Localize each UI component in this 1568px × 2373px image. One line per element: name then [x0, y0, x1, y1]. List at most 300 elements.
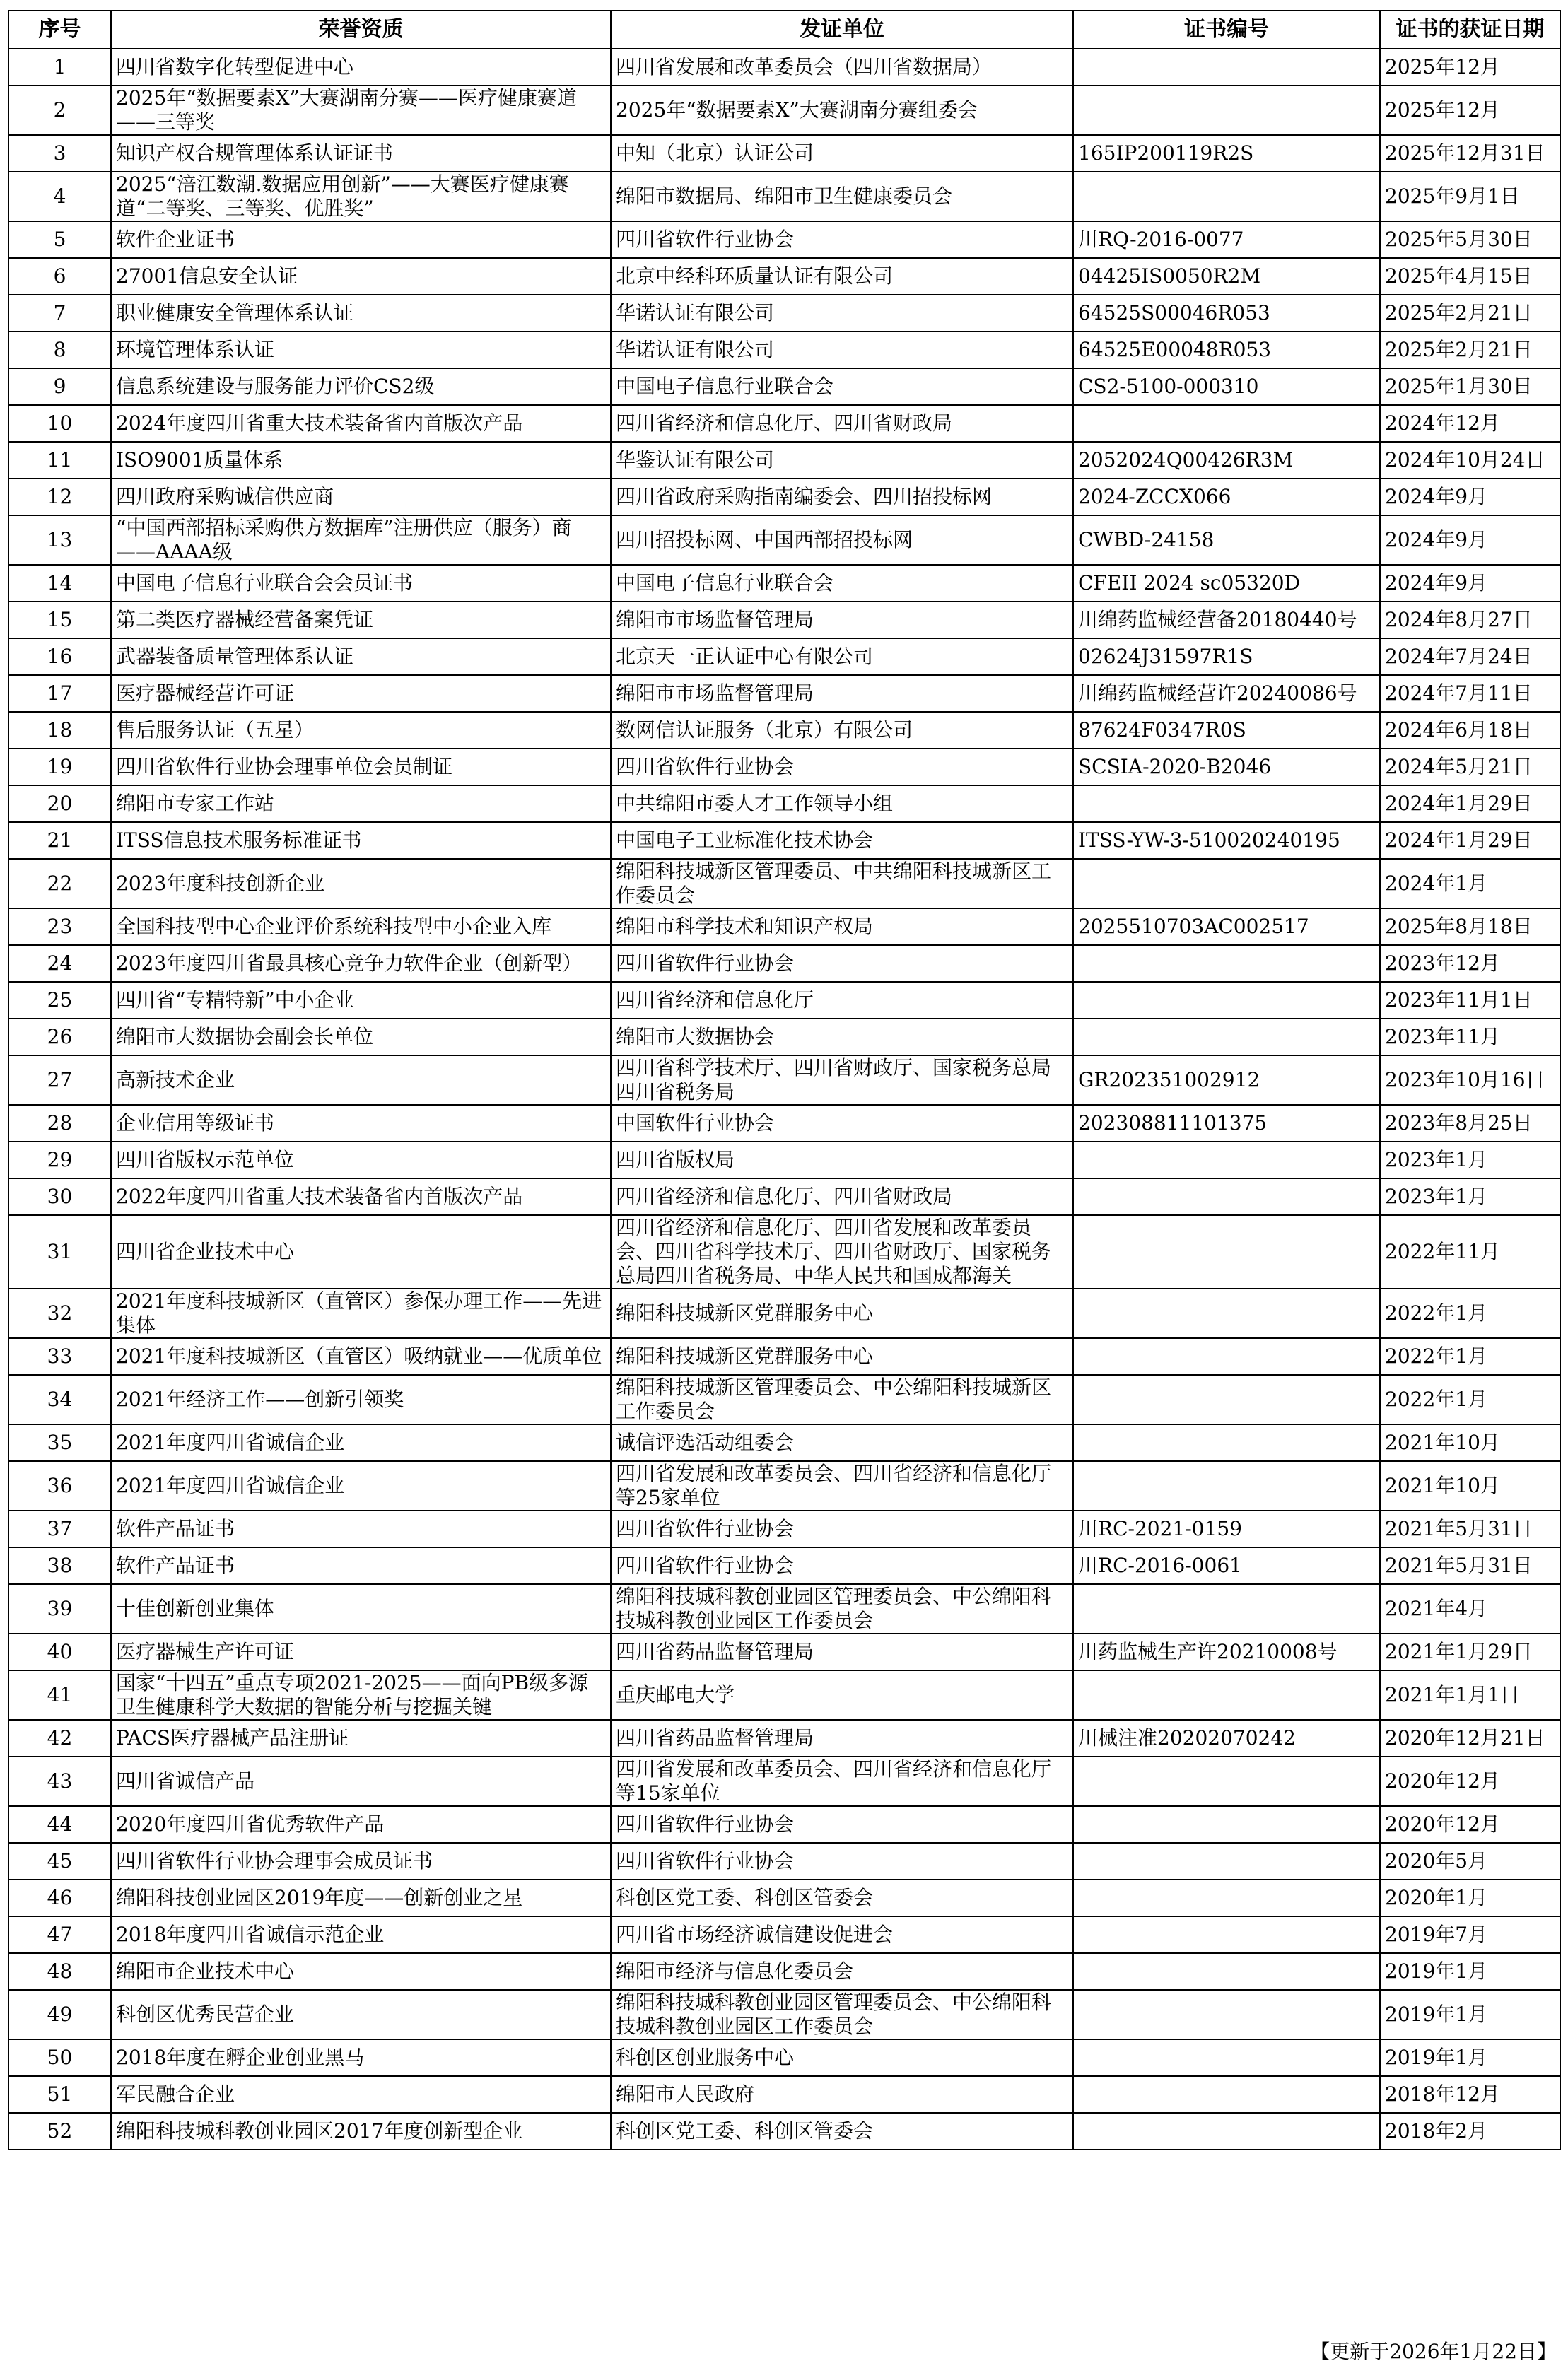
- table-row: [8, 1424, 1560, 1461]
- cell-honor: 2025年“数据要素X”大赛湖南分赛——医疗健康赛道——三等奖: [111, 86, 611, 135]
- table-row: [8, 172, 1560, 221]
- cell-cert-date: 2024年7月24日: [1380, 638, 1560, 675]
- cell-honor: “中国西部招标采购供方数据库”注册供应（服务）商——AAAA级: [111, 515, 611, 565]
- cell-index: 5: [8, 221, 111, 258]
- cell-cert-date: 2018年12月: [1380, 2076, 1560, 2113]
- cell-issuer: 四川省经济和信息化厅、四川省财政局: [611, 1178, 1073, 1215]
- cell-cert-number: [1073, 1584, 1380, 1634]
- cell-index: 42: [8, 1720, 111, 1757]
- cell-index: 44: [8, 1806, 111, 1843]
- cell-honor: 军民融合企业: [111, 2076, 611, 2113]
- cell-issuer: 四川省科学技术厅、四川省财政厅、国家税务总局四川省税务局: [611, 1055, 1073, 1105]
- table-row: [8, 859, 1560, 908]
- cell-issuer: 四川省政府采购指南编委会、四川招投标网: [611, 479, 1073, 515]
- table-row: [8, 785, 1560, 822]
- table-row: [8, 1843, 1560, 1880]
- header-honor: 荣誉资质: [111, 11, 611, 49]
- cell-index: 47: [8, 1916, 111, 1953]
- cell-issuer: 中共绵阳市委人才工作领导小组: [611, 785, 1073, 822]
- table-row: [8, 675, 1560, 712]
- table-row: [8, 2113, 1560, 2150]
- cell-index: 36: [8, 1461, 111, 1511]
- cell-issuer: 四川省软件行业协会: [611, 1806, 1073, 1843]
- cell-cert-date: 2019年1月: [1380, 1953, 1560, 1990]
- cell-cert-number: [1073, 1019, 1380, 1055]
- cell-honor: 四川省数字化转型促进中心: [111, 49, 611, 86]
- cell-cert-date: 2021年1月29日: [1380, 1634, 1560, 1670]
- table-row: [8, 1055, 1560, 1105]
- cell-index: 50: [8, 2039, 111, 2076]
- cell-index: 6: [8, 258, 111, 295]
- table-row: [8, 2076, 1560, 2113]
- cell-issuer: 重庆邮电大学: [611, 1670, 1073, 1720]
- cell-issuer: 科创区党工委、科创区管委会: [611, 1880, 1073, 1916]
- cell-honor: ISO9001质量体系: [111, 442, 611, 479]
- cell-cert-date: 2024年10月24日: [1380, 442, 1560, 479]
- cell-honor: 第二类医疗器械经营备案凭证: [111, 602, 611, 638]
- cell-cert-date: 2023年12月: [1380, 945, 1560, 982]
- cell-index: 32: [8, 1289, 111, 1338]
- cell-cert-date: 2025年8月18日: [1380, 908, 1560, 945]
- cell-cert-number: 64525E00048R053: [1073, 332, 1380, 368]
- table-row: [8, 368, 1560, 405]
- table-row: [8, 86, 1560, 135]
- table-row: [8, 479, 1560, 515]
- table-row: [8, 1990, 1560, 2039]
- cell-issuer: 四川省药品监督管理局: [611, 1720, 1073, 1757]
- cell-honor: 医疗器械生产许可证: [111, 1634, 611, 1670]
- cell-index: 9: [8, 368, 111, 405]
- cell-cert-number: 川绵药监械经营许20240086号: [1073, 675, 1380, 712]
- table-row: [8, 1375, 1560, 1424]
- cell-cert-date: 2025年12月: [1380, 86, 1560, 135]
- table-row: [8, 442, 1560, 479]
- cell-issuer: 2025年“数据要素X”大赛湖南分赛组委会: [611, 86, 1073, 135]
- cell-index: 11: [8, 442, 111, 479]
- table-row: [8, 258, 1560, 295]
- cell-cert-date: 2021年10月: [1380, 1424, 1560, 1461]
- cell-cert-date: 2021年5月31日: [1380, 1547, 1560, 1584]
- cell-issuer: 四川省经济和信息化厅: [611, 982, 1073, 1019]
- cell-index: 48: [8, 1953, 111, 1990]
- table-row: [8, 221, 1560, 258]
- cell-index: 17: [8, 675, 111, 712]
- cell-cert-date: 2024年1月29日: [1380, 785, 1560, 822]
- cell-cert-number: 87624F0347R0S: [1073, 712, 1380, 749]
- cell-issuer: 中国电子工业标准化技术协会: [611, 822, 1073, 859]
- table-row: [8, 332, 1560, 368]
- table-body: [8, 49, 1560, 2150]
- cell-index: 14: [8, 565, 111, 602]
- cell-honor: 2018年度在孵企业创业黑马: [111, 2039, 611, 2076]
- table-row: [8, 1511, 1560, 1547]
- table-row: [8, 515, 1560, 565]
- cell-issuer: 四川省软件行业协会: [611, 1843, 1073, 1880]
- cell-honor: 高新技术企业: [111, 1055, 611, 1105]
- cell-cert-date: 2021年4月: [1380, 1584, 1560, 1634]
- cell-cert-number: GR202351002912: [1073, 1055, 1380, 1105]
- cell-honor: 四川政府采购诚信供应商: [111, 479, 611, 515]
- cell-cert-number: 04425IS0050R2M: [1073, 258, 1380, 295]
- header-cert-number: 证书编号: [1073, 11, 1380, 49]
- cell-index: 33: [8, 1338, 111, 1375]
- cell-index: 34: [8, 1375, 111, 1424]
- cell-cert-number: [1073, 859, 1380, 908]
- cell-honor: 十佳创新创业集体: [111, 1584, 611, 1634]
- cell-cert-date: 2019年7月: [1380, 1916, 1560, 1953]
- cell-issuer: 四川省市场经济诚信建设促进会: [611, 1916, 1073, 1953]
- cell-cert-date: 2020年5月: [1380, 1843, 1560, 1880]
- cell-honor: 信息系统建设与服务能力评价CS2级: [111, 368, 611, 405]
- cell-cert-number: [1073, 1375, 1380, 1424]
- cell-honor: 企业信用等级证书: [111, 1105, 611, 1142]
- table-row: [8, 712, 1560, 749]
- cell-cert-number: [1073, 1843, 1380, 1880]
- cell-issuer: 四川招投标网、中国西部招投标网: [611, 515, 1073, 565]
- table-row: [8, 135, 1560, 172]
- cell-index: 12: [8, 479, 111, 515]
- table-row: [8, 1178, 1560, 1215]
- cell-cert-number: SCSIA-2020-B2046: [1073, 749, 1380, 785]
- cell-cert-date: 2021年10月: [1380, 1461, 1560, 1511]
- cell-cert-number: CFEII 2024 sc05320D: [1073, 565, 1380, 602]
- table-row: [8, 1289, 1560, 1338]
- cell-honor: 绵阳市大数据协会副会长单位: [111, 1019, 611, 1055]
- cell-issuer: 绵阳科技城新区管理委员、中共绵阳科技城新区工作委员会: [611, 859, 1073, 908]
- table-header-row: [8, 11, 1560, 49]
- cell-index: 22: [8, 859, 111, 908]
- cell-cert-date: 2024年7月11日: [1380, 675, 1560, 712]
- cell-issuer: 中国电子信息行业联合会: [611, 565, 1073, 602]
- cell-cert-number: 2025510703AC002517: [1073, 908, 1380, 945]
- cell-honor: ITSS信息技术服务标准证书: [111, 822, 611, 859]
- cell-cert-date: 2023年1月: [1380, 1178, 1560, 1215]
- cell-cert-number: [1073, 1916, 1380, 1953]
- cell-cert-number: [1073, 785, 1380, 822]
- cell-index: 7: [8, 295, 111, 332]
- cell-cert-number: CS2-5100-000310: [1073, 368, 1380, 405]
- cell-honor: 四川省“专精特新”中小企业: [111, 982, 611, 1019]
- cell-honor: 2023年度科技创新企业: [111, 859, 611, 908]
- cell-cert-number: [1073, 945, 1380, 982]
- cell-index: 43: [8, 1757, 111, 1806]
- cell-cert-date: 2022年1月: [1380, 1375, 1560, 1424]
- cell-issuer: 华诺认证有限公司: [611, 332, 1073, 368]
- cell-index: 49: [8, 1990, 111, 2039]
- cell-cert-date: 2025年2月21日: [1380, 332, 1560, 368]
- table-row: [8, 638, 1560, 675]
- cell-honor: 医疗器械经营许可证: [111, 675, 611, 712]
- cell-cert-number: 02624J31597R1S: [1073, 638, 1380, 675]
- cell-index: 29: [8, 1142, 111, 1178]
- cell-cert-number: [1073, 1806, 1380, 1843]
- cell-cert-date: 2024年1月29日: [1380, 822, 1560, 859]
- cell-cert-number: 2052024Q00426R3M: [1073, 442, 1380, 479]
- table-row: [8, 1953, 1560, 1990]
- cell-honor: 国家“十四五”重点专项2021-2025——面向PB级多源卫生健康科学大数据的智能分析与挖掘关键: [111, 1670, 611, 1720]
- cell-cert-number: [1073, 1670, 1380, 1720]
- honors-table: [8, 10, 1561, 2150]
- cell-index: 45: [8, 1843, 111, 1880]
- table-row: [8, 1142, 1560, 1178]
- cell-cert-number: [1073, 2039, 1380, 2076]
- cell-cert-date: 2022年1月: [1380, 1289, 1560, 1338]
- cell-issuer: 绵阳科技城科教创业园区管理委员会、中公绵阳科技城科教创业园区工作委员会: [611, 1990, 1073, 2039]
- cell-cert-date: 2025年2月21日: [1380, 295, 1560, 332]
- header-index: 序号: [8, 11, 111, 49]
- cell-cert-date: 2020年12月: [1380, 1757, 1560, 1806]
- cell-honor: 武器装备质量管理体系认证: [111, 638, 611, 675]
- cell-index: 10: [8, 405, 111, 442]
- cell-issuer: 四川省软件行业协会: [611, 749, 1073, 785]
- cell-honor: 四川省企业技术中心: [111, 1215, 611, 1289]
- cell-issuer: 中国电子信息行业联合会: [611, 368, 1073, 405]
- cell-honor: 2021年度科技城新区（直管区）吸纳就业——优质单位: [111, 1338, 611, 1375]
- cell-cert-date: 2024年9月: [1380, 479, 1560, 515]
- cell-cert-date: 2022年1月: [1380, 1338, 1560, 1375]
- cell-cert-date: 2024年1月: [1380, 859, 1560, 908]
- cell-index: 27: [8, 1055, 111, 1105]
- cell-cert-number: [1073, 1953, 1380, 1990]
- cell-issuer: 四川省药品监督管理局: [611, 1634, 1073, 1670]
- cell-index: 13: [8, 515, 111, 565]
- table-row: [8, 1634, 1560, 1670]
- cell-issuer: 科创区党工委、科创区管委会: [611, 2113, 1073, 2150]
- cell-cert-date: 2023年1月: [1380, 1142, 1560, 1178]
- cell-cert-number: [1073, 2076, 1380, 2113]
- cell-issuer: 四川省软件行业协会: [611, 945, 1073, 982]
- cell-issuer: 四川省发展和改革委员会、四川省经济和信息化厅等25家单位: [611, 1461, 1073, 1511]
- table-row: [8, 1019, 1560, 1055]
- table-row: [8, 1461, 1560, 1511]
- cell-cert-date: 2024年8月27日: [1380, 602, 1560, 638]
- table-row: [8, 49, 1560, 86]
- cell-index: 26: [8, 1019, 111, 1055]
- cell-index: 46: [8, 1880, 111, 1916]
- cell-honor: 2023年度四川省最具核心竞争力软件企业（创新型）: [111, 945, 611, 982]
- cell-honor: 软件产品证书: [111, 1547, 611, 1584]
- cell-issuer: 科创区创业服务中心: [611, 2039, 1073, 2076]
- cell-cert-date: 2025年9月1日: [1380, 172, 1560, 221]
- cell-index: 24: [8, 945, 111, 982]
- cell-cert-date: 2025年1月30日: [1380, 368, 1560, 405]
- cell-issuer: 四川省经济和信息化厅、四川省财政局: [611, 405, 1073, 442]
- cell-issuer: 绵阳市人民政府: [611, 2076, 1073, 2113]
- cell-index: 40: [8, 1634, 111, 1670]
- table-row: [8, 1338, 1560, 1375]
- cell-cert-date: 2025年12月: [1380, 49, 1560, 86]
- table-row: [8, 1757, 1560, 1806]
- cell-cert-date: 2020年12月21日: [1380, 1720, 1560, 1757]
- cell-cert-number: 川绵药监械经营备20180440号: [1073, 602, 1380, 638]
- table-row: [8, 1547, 1560, 1584]
- cell-issuer: 华鉴认证有限公司: [611, 442, 1073, 479]
- cell-honor: 绵阳市专家工作站: [111, 785, 611, 822]
- table-row: [8, 1880, 1560, 1916]
- cell-issuer: 绵阳市市场监督管理局: [611, 675, 1073, 712]
- cell-index: 38: [8, 1547, 111, 1584]
- cell-honor: PACS医疗器械产品注册证: [111, 1720, 611, 1757]
- cell-cert-number: [1073, 2113, 1380, 2150]
- cell-cert-number: [1073, 982, 1380, 1019]
- cell-honor: 中国电子信息行业联合会会员证书: [111, 565, 611, 602]
- cell-index: 19: [8, 749, 111, 785]
- cell-index: 25: [8, 982, 111, 1019]
- cell-issuer: 数网信认证服务（北京）有限公司: [611, 712, 1073, 749]
- cell-issuer: 绵阳科技城新区党群服务中心: [611, 1338, 1073, 1375]
- cell-cert-number: 2024-ZCCX066: [1073, 479, 1380, 515]
- cell-honor: 2022年度四川省重大技术装备省内首版次产品: [111, 1178, 611, 1215]
- cell-honor: 四川省软件行业协会理事单位会员制证: [111, 749, 611, 785]
- cell-cert-date: 2018年2月: [1380, 2113, 1560, 2150]
- cell-cert-number: [1073, 1880, 1380, 1916]
- cell-cert-date: 2024年12月: [1380, 405, 1560, 442]
- cell-index: 37: [8, 1511, 111, 1547]
- cell-honor: 2021年度四川省诚信企业: [111, 1424, 611, 1461]
- table-row: [8, 1916, 1560, 1953]
- cell-cert-date: 2025年12月31日: [1380, 135, 1560, 172]
- cell-honor: 绵阳科技城科教创业园区2017年度创新型企业: [111, 2113, 611, 2150]
- cell-index: 30: [8, 1178, 111, 1215]
- cell-cert-date: 2019年1月: [1380, 1990, 1560, 2039]
- cell-issuer: 绵阳市市场监督管理局: [611, 602, 1073, 638]
- cell-issuer: 四川省发展和改革委员会、四川省经济和信息化厅等15家单位: [611, 1757, 1073, 1806]
- cell-issuer: 诚信评选活动组委会: [611, 1424, 1073, 1461]
- header-issuer: 发证单位: [611, 11, 1073, 49]
- cell-index: 39: [8, 1584, 111, 1634]
- cell-cert-number: [1073, 1289, 1380, 1338]
- cell-index: 2: [8, 86, 111, 135]
- cell-honor: 职业健康安全管理体系认证: [111, 295, 611, 332]
- cell-cert-date: 2023年11月1日: [1380, 982, 1560, 1019]
- table-row: [8, 982, 1560, 1019]
- cell-index: 3: [8, 135, 111, 172]
- cell-cert-date: 2019年1月: [1380, 2039, 1560, 2076]
- cell-issuer: 绵阳市大数据协会: [611, 1019, 1073, 1055]
- cell-index: 31: [8, 1215, 111, 1289]
- cell-honor: 四川省软件行业协会理事会成员证书: [111, 1843, 611, 1880]
- table-row: [8, 405, 1560, 442]
- cell-index: 1: [8, 49, 111, 86]
- cell-cert-date: 2023年8月25日: [1380, 1105, 1560, 1142]
- table-row: [8, 2039, 1560, 2076]
- cell-cert-number: 川RQ-2016-0077: [1073, 221, 1380, 258]
- cell-cert-number: 川药监械生产许20210008号: [1073, 1634, 1380, 1670]
- cell-issuer: 绵阳科技城新区管理委员会、中公绵阳科技城新区工作委员会: [611, 1375, 1073, 1424]
- cell-honor: 环境管理体系认证: [111, 332, 611, 368]
- cell-honor: 全国科技型中心企业评价系统科技型中小企业入库: [111, 908, 611, 945]
- cell-index: 23: [8, 908, 111, 945]
- cell-honor: 27001信息安全认证: [111, 258, 611, 295]
- cell-honor: 绵阳市企业技术中心: [111, 1953, 611, 1990]
- cell-honor: 知识产权合规管理体系认证证书: [111, 135, 611, 172]
- cell-index: 20: [8, 785, 111, 822]
- cell-cert-date: 2021年1月1日: [1380, 1670, 1560, 1720]
- table-row: [8, 822, 1560, 859]
- table-row: [8, 908, 1560, 945]
- cell-cert-number: 川RC-2021-0159: [1073, 1511, 1380, 1547]
- cell-honor: 2021年经济工作——创新引领奖: [111, 1375, 611, 1424]
- cell-cert-date: 2023年10月16日: [1380, 1055, 1560, 1105]
- cell-cert-number: [1073, 1142, 1380, 1178]
- cell-honor: 2018年度四川省诚信示范企业: [111, 1916, 611, 1953]
- cell-index: 18: [8, 712, 111, 749]
- cell-cert-date: 2022年11月: [1380, 1215, 1560, 1289]
- cell-cert-number: 川RC-2016-0061: [1073, 1547, 1380, 1584]
- table-row: [8, 1720, 1560, 1757]
- cell-honor: 2024年度四川省重大技术装备省内首版次产品: [111, 405, 611, 442]
- cell-cert-number: 165IP200119R2S: [1073, 135, 1380, 172]
- cell-cert-number: ITSS-YW-3-510020240195: [1073, 822, 1380, 859]
- cell-cert-number: 64525S00046R053: [1073, 295, 1380, 332]
- cell-issuer: 绵阳科技城科教创业园区管理委员会、中公绵阳科技城科教创业园区工作委员会: [611, 1584, 1073, 1634]
- cell-cert-date: 2023年11月: [1380, 1019, 1560, 1055]
- cell-cert-date: 2025年5月30日: [1380, 221, 1560, 258]
- cell-cert-date: 2025年4月15日: [1380, 258, 1560, 295]
- cell-index: 8: [8, 332, 111, 368]
- cell-issuer: 绵阳市数据局、绵阳市卫生健康委员会: [611, 172, 1073, 221]
- cell-index: 21: [8, 822, 111, 859]
- table-row: [8, 565, 1560, 602]
- cell-index: 52: [8, 2113, 111, 2150]
- cell-honor: 四川省诚信产品: [111, 1757, 611, 1806]
- cell-honor: 2021年度科技城新区（直管区）参保办理工作——先进集体: [111, 1289, 611, 1338]
- cell-index: 35: [8, 1424, 111, 1461]
- cell-cert-number: [1073, 49, 1380, 86]
- cell-honor: 2025“涪江数潮.数据应用创新”——大赛医疗健康赛道“二等奖、三等奖、优胜奖”: [111, 172, 611, 221]
- cell-index: 16: [8, 638, 111, 675]
- cell-issuer: 绵阳科技城新区党群服务中心: [611, 1289, 1073, 1338]
- cell-issuer: 北京中经科环质量认证有限公司: [611, 258, 1073, 295]
- cell-honor: 绵阳科技创业园区2019年度——创新创业之星: [111, 1880, 611, 1916]
- cell-issuer: 华诺认证有限公司: [611, 295, 1073, 332]
- cell-cert-date: 2020年12月: [1380, 1806, 1560, 1843]
- table-row: [8, 1670, 1560, 1720]
- table-row: [8, 602, 1560, 638]
- table-row: [8, 295, 1560, 332]
- cell-index: 41: [8, 1670, 111, 1720]
- cell-issuer: 中国软件行业协会: [611, 1105, 1073, 1142]
- cell-cert-date: 2024年6月18日: [1380, 712, 1560, 749]
- cell-cert-date: 2024年9月: [1380, 515, 1560, 565]
- cell-cert-number: [1073, 1990, 1380, 2039]
- cell-issuer: 中知（北京）认证公司: [611, 135, 1073, 172]
- cell-issuer: 绵阳市经济与信息化委员会: [611, 1953, 1073, 1990]
- table-row: [8, 1105, 1560, 1142]
- update-note: 【更新于2026年1月22日】: [1310, 2340, 1557, 2363]
- cell-cert-number: [1073, 1178, 1380, 1215]
- cell-index: 15: [8, 602, 111, 638]
- cell-cert-date: 2020年1月: [1380, 1880, 1560, 1916]
- cell-cert-number: [1073, 405, 1380, 442]
- cell-issuer: 四川省软件行业协会: [611, 1511, 1073, 1547]
- cell-cert-number: 202308811101375: [1073, 1105, 1380, 1142]
- honors-table-container: [8, 10, 1561, 2150]
- cell-honor: 软件企业证书: [111, 221, 611, 258]
- cell-index: 28: [8, 1105, 111, 1142]
- cell-index: 51: [8, 2076, 111, 2113]
- cell-honor: 售后服务认证（五星）: [111, 712, 611, 749]
- table-row: [8, 1806, 1560, 1843]
- cell-cert-number: [1073, 86, 1380, 135]
- cell-issuer: 四川省经济和信息化厅、四川省发展和改革委员会、四川省科学技术厅、四川省财政厅、国家税务总局四川省税务局、中华人民共和国成都海关: [611, 1215, 1073, 1289]
- cell-cert-number: [1073, 1461, 1380, 1511]
- cell-honor: 2020年度四川省优秀软件产品: [111, 1806, 611, 1843]
- cell-honor: 软件产品证书: [111, 1511, 611, 1547]
- cell-index: 4: [8, 172, 111, 221]
- cell-honor: 四川省版权示范单位: [111, 1142, 611, 1178]
- cell-cert-number: [1073, 1424, 1380, 1461]
